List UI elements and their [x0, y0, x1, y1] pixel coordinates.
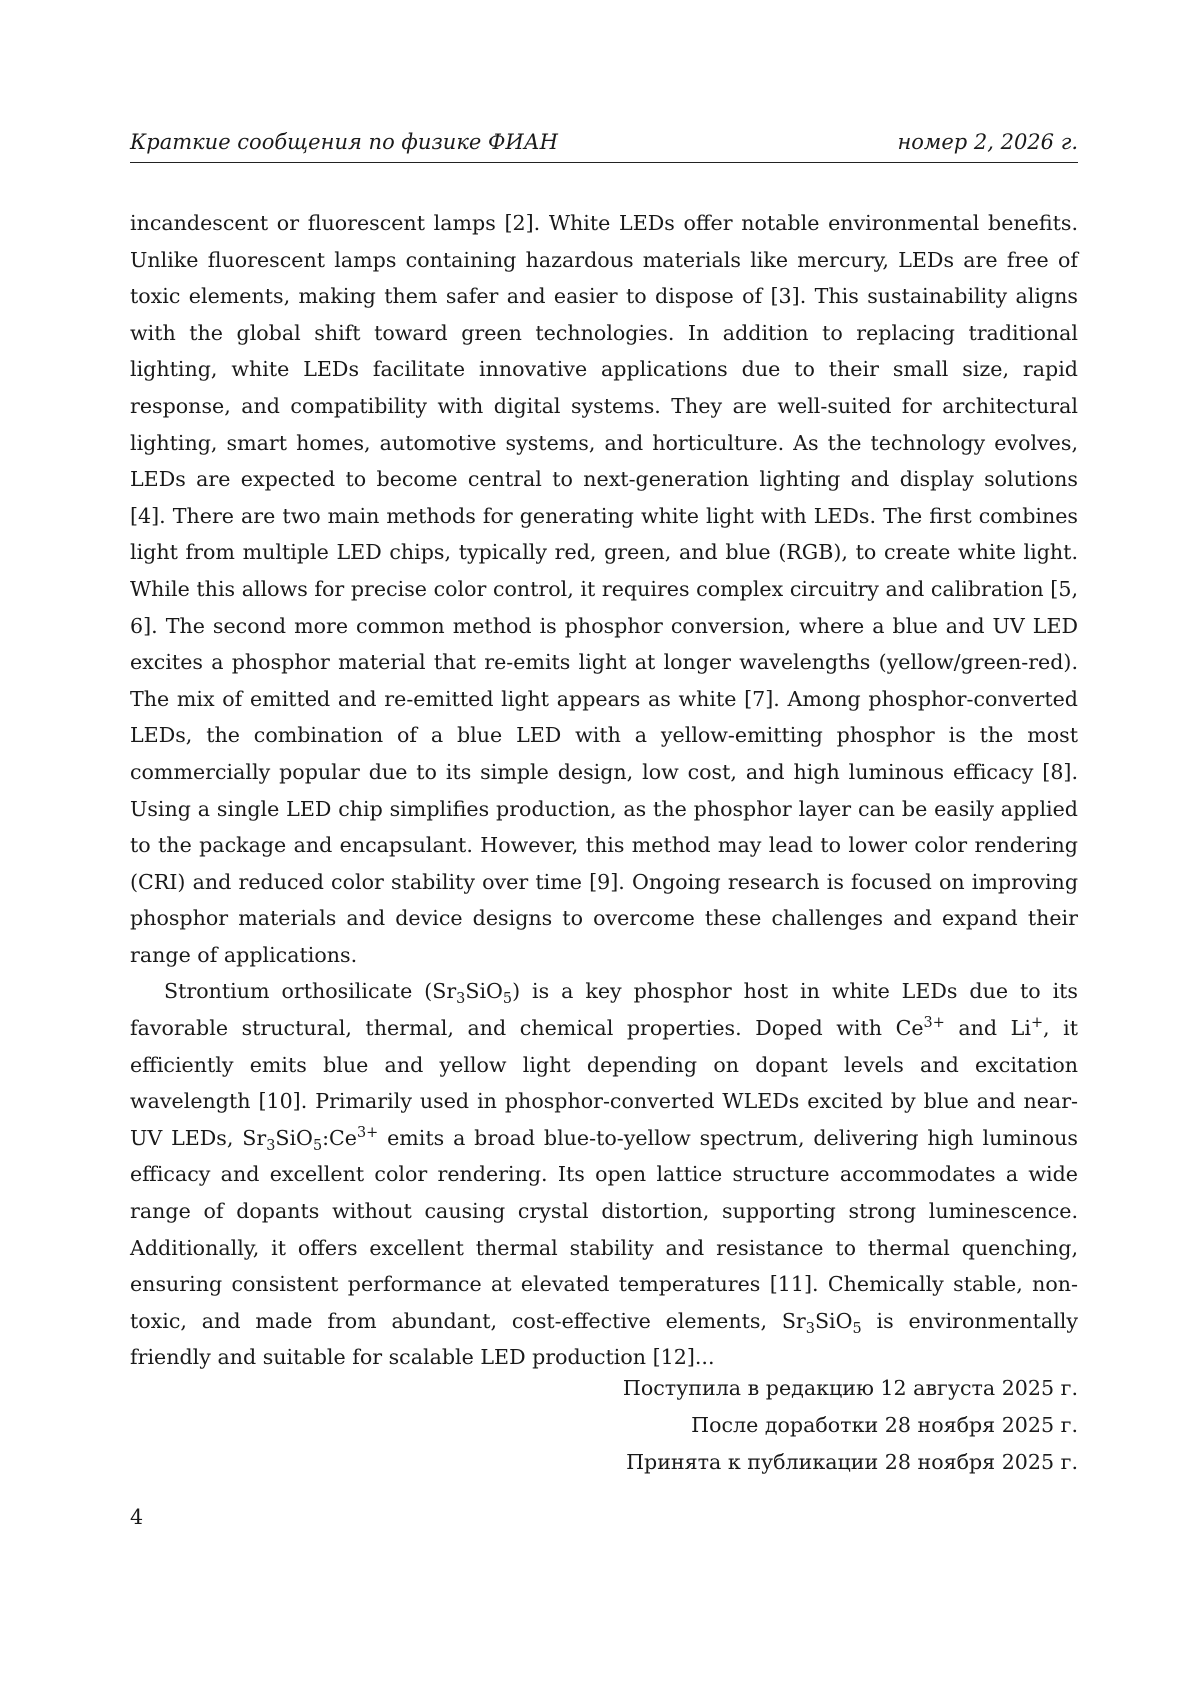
accepted-date: Принята к публикации 28 ноября 2025 г. [626, 1450, 1078, 1474]
revised-date: После доработки 28 ноября 2025 г. [691, 1413, 1078, 1437]
paragraph-1: incandescent or fluorescent lamps [2]. White LEDs offer notable environmental benefits. Unlike fluorescent lamps containing hazardous materials like mercury, LEDs are free of toxic elements, making them safer and easier to dispose of [3]. This sustainability aligns with the global shift toward green technologies. In addition to replacing traditional lighting, white LEDs facilitate innovative applications due to their small size, rapid response, and compatibility with digital systems. They are well-suited for architectural lighting, smart homes, automotive systems, and horticulture. As the technology evolves, LEDs are expected to become central to next-generation lighting and display solutions [4]. There are two main methods for generating white light with LEDs. The first combines light from multiple LED chips, typically red, green, and blue (RGB), to create white light. While this allows for precise color control, it requires complex circuitry and calibration [5, 6]. The second more common method is phosphor conversion, where a blue and UV LED excites a phosphor material that re-emits light at longer wavelengths (yellow/green-red). The mix of emitted and re-emitted light appears as white [7]. Among phosphor-converted LEDs, the combination of a blue LED with a yellow-emitting phosphor is the most commercially popular due to its simple design, low cost, and high luminous efficacy [8]. Using a single LED chip simplifies production, as the phosphor layer can be easily applied to the package and encapsulant. However, this method may lead to lower color rendering (CRI) and reduced color stability over time [9]. Ongoing research is focused on improving phosphor materials and device designs to overcome these challenges and expand their range of applications. [130, 211, 1078, 967]
issue-info: номер 2, 2026 г. [897, 130, 1078, 154]
journal-title: Краткие сообщения по физике ФИАН [130, 130, 558, 154]
paragraph-2: Strontium orthosilicate $(Sr_3SiO_5)$ is a key phosphor host in white LEDs due to its favorable structural, thermal, and chemical properties. Doped with $Ce^{3+}$ and Li+, it efficiently emits blue and yellow light depending on dopant levels and excitation wavelength [10]. Primarily used in phosphor-converted WLEDs excited by blue and near-UV LEDs, $Sr_3SiO_5:Ce^{3+}$ emits a broad blue-to-yellow spectrum, delivering high luminous efficacy and excellent color rendering. Its open lattice structure accommodates a wide range of dopants without causing crystal distortion, supporting strong luminescence. Additionally, it offers excellent thermal stability and resistance to thermal quenching, ensuring consistent performance at elevated temperatures [11]. Chemically stable, non-toxic, and made from abundant, cost-effective elements, $Sr_3SiO_5$ is environmentally friendly and suitable for scalable LED production [12]... [130, 979, 1078, 1370]
running-header [130, 130, 1078, 163]
submission-dates [623, 1370, 1078, 1481]
page-number: 4 [130, 1505, 144, 1529]
article-body [130, 205, 1078, 1376]
received-date: Поступила в редакцию 12 августа 2025 г. [622, 1376, 1078, 1400]
